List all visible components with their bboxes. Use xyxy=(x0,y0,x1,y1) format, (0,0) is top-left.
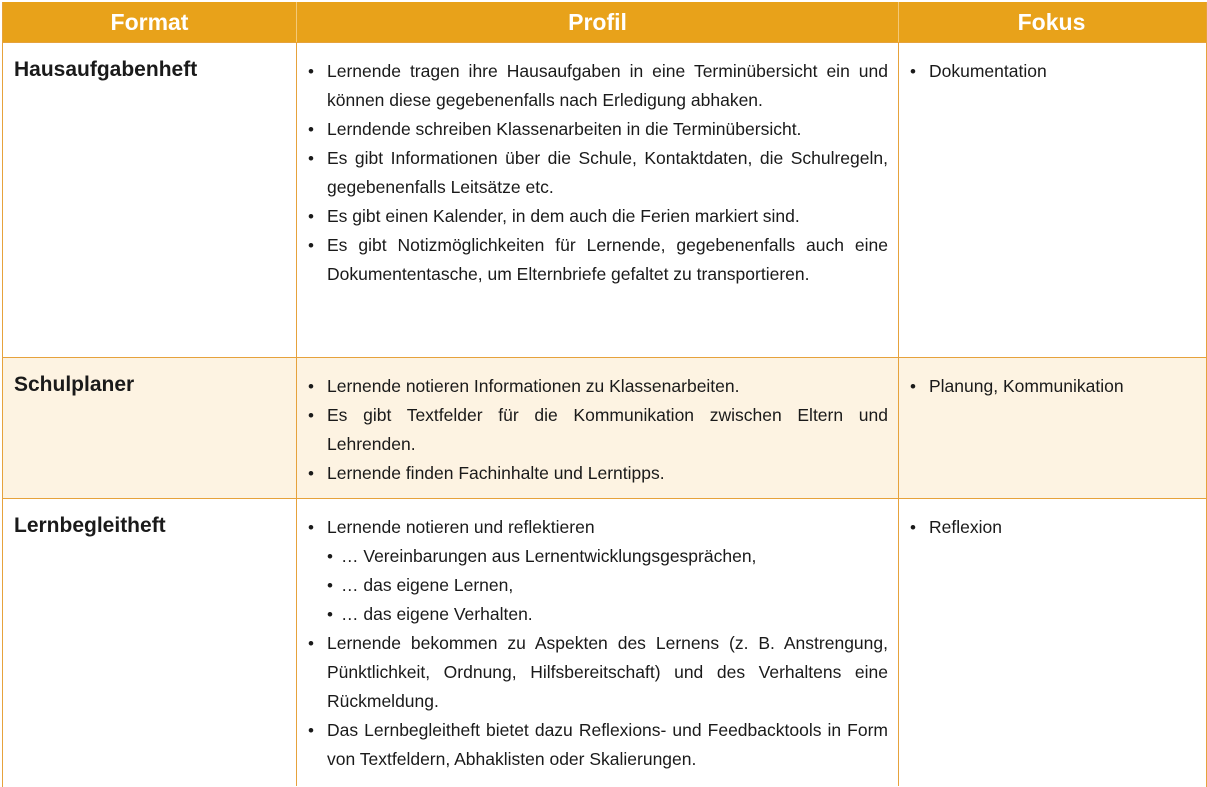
profil-item: • Das Lernbegleitheft bietet dazu Reflexions- und Feedbacktools in Form von Textfeldern, Abhaklisten oder Skalierungen. xyxy=(308,716,888,774)
fokus-item: • Dokumentation xyxy=(910,57,1196,86)
header-fokus: Fokus xyxy=(1017,8,1086,35)
profil-item: • Es gibt Notizmöglichkeiten für Lernende, gegebenenfalls auch eine Dokumententasche, um Elternbriefe gefaltet zu transportieren. xyxy=(308,231,888,289)
table-row-schulplaner xyxy=(3,357,1206,498)
profil-item: • Es gibt einen Kalender, in dem auch die Ferien markiert sind. xyxy=(308,202,888,231)
table-row-lernbegleitheft xyxy=(3,498,1206,786)
header-profil: Profil xyxy=(297,2,899,42)
format-cell: Lernbegleitheft xyxy=(3,499,297,786)
fokus-cell xyxy=(899,358,1204,498)
table-header xyxy=(3,2,1206,42)
format-cell: Hausaufgabenheft xyxy=(3,43,297,357)
profil-item: • Lerndende schreiben Klassenarbeiten in die Terminübersicht. xyxy=(308,115,888,144)
fokus-item: • Planung, Kommunikation xyxy=(910,372,1196,401)
fokus-cell xyxy=(899,499,1204,786)
profil-subitem: • … das eigene Lernen, xyxy=(327,571,888,600)
profil-cell xyxy=(297,358,899,498)
profil-item: • Lernende finden Fachinhalte und Lerntipps. xyxy=(308,459,888,488)
profil-item: • Lernende bekommen zu Aspekten des Lernens (z. B. Anstrengung, Pünktlichkeit, Ordnung, Hilfsbereitschaft) und des Verhaltens eine Rückmeldung. xyxy=(308,629,888,716)
fokus-item: • Reflexion xyxy=(910,513,1196,542)
comparison-table xyxy=(2,2,1207,787)
profil-subitem: • … das eigene Verhalten. xyxy=(327,600,888,629)
format-cell: Schulplaner xyxy=(3,358,297,498)
profil-item: • Lernende tragen ihre Hausaufgaben in eine Terminübersicht ein und können diese gegebenenfalls nach Erledigung abhaken. xyxy=(308,57,888,115)
table-row-hausaufgabenheft xyxy=(3,42,1206,357)
header-format: Format xyxy=(3,2,297,42)
profil-item: • Lernende notieren und reflektieren xyxy=(308,513,888,542)
profil-item: • Lernende notieren Informationen zu Klassenarbeiten. xyxy=(308,372,888,401)
profil-cell xyxy=(297,499,899,786)
profil-item: • Es gibt Textfelder für die Kommunikation zwischen Eltern und Lehrenden. xyxy=(308,401,888,459)
profil-subitem: • … Vereinbarungen aus Lernentwicklungsgesprächen, xyxy=(327,542,888,571)
fokus-cell xyxy=(899,43,1204,357)
profil-item: • Es gibt Informationen über die Schule, Kontaktdaten, die Schulregeln, gegebenenfalls Leitsätze etc. xyxy=(308,144,888,202)
profil-cell xyxy=(297,43,899,357)
